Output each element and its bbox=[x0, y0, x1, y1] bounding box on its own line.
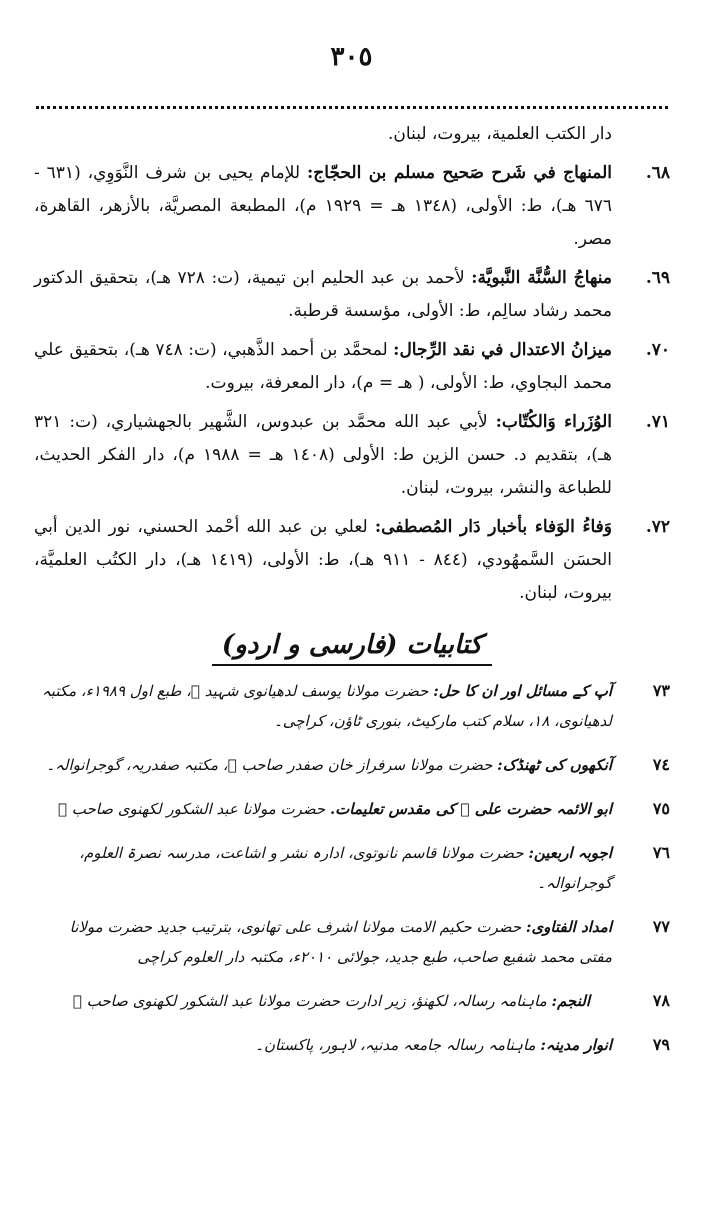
entry-title: انوار مدینہ: bbox=[540, 1036, 612, 1054]
bib-entry-78 bbox=[34, 986, 670, 1016]
entry-text: حضرت مولانا عبد الشکور لکھنوی صاحب ﷫ bbox=[57, 800, 330, 818]
header-divider bbox=[36, 106, 668, 109]
entry-text: لعلي بن عبد الله أحْمد الحسني، نور الدين أبي الحسَن السَّمهُودي، (٨٤٤ - ٩١١ هـ)، ط: الأولى، (١٤١٩ هـ)، دار الكتُب العلميَّة، بيروت، لبنان. bbox=[34, 517, 612, 603]
bib-entry-68 bbox=[34, 157, 670, 256]
entry-text: لمحمَّد بن أحمد الذَّهبي، (ت: ٧٤٨ هـ)، بتحقيق علي محمد البجاوي، ط: الأولى، ( هـ = م)، دار المعرفة، بيروت. bbox=[34, 340, 612, 393]
entry-text: حضرت مولانا قاسم نانوتوی، ادارہ نشر و اشاعت، مدرسہ نصرۃ العلوم، گوجرانوالہ۔ bbox=[79, 844, 612, 892]
continuation-text: دار الكتب العلمية، بيروت، لبنان. bbox=[388, 124, 612, 144]
bib-entry-72 bbox=[34, 511, 670, 610]
entry-number: ٧٠. bbox=[645, 340, 670, 360]
entry-title: ابو الائمہ حضرت علی ﷜ کی مقدس تعلیمات. bbox=[329, 800, 612, 818]
entry-number: ٧٦ bbox=[652, 843, 670, 862]
entry-text: لأحمد بن عبد الحليم ابن تيمية، (ت: ٧٢٨ هـ)، بتحقيق الدكتور محمد رشاد سالِم، ط: الأولى، مؤسسة قرطبة. bbox=[34, 268, 612, 321]
entry-number: ٧٨ bbox=[652, 991, 670, 1010]
entry-number: ٧٥ bbox=[652, 799, 670, 818]
entry-text: ماہنامہ رسالہ جامعہ مدنیہ، لاہور، پاکستان۔ bbox=[255, 1036, 541, 1054]
entry-text: حضرت حکیم الامت مولانا اشرف علی تھانوی، بترتیب جدید حضرت مولانا مفتی محمد شفیع صاحب، طبع جدید، جولائی ٢٠١٠ء، مکتبہ دار العلوم کراچی bbox=[69, 918, 612, 966]
bib-entry-77 bbox=[34, 912, 670, 972]
bibliography bbox=[34, 118, 670, 1074]
bib-entry-73 bbox=[34, 676, 670, 736]
entry-text: ماہنامہ رسالہ، لکھنؤ، زیر ادارت حضرت مولانا عبد الشکور لکھنوی صاحب ﷫ bbox=[72, 992, 552, 1010]
section-heading-text: کتابیات (فارسی و اردو) bbox=[212, 630, 492, 666]
entry-title: الوُزَراء وَالكُتّاب: bbox=[495, 412, 612, 432]
entry-text: للإمام يحيى بن شرف النَّوَوِي، (٦٣١ - ٦٧٦ هـ)، ط: الأولى، (١٣٤٨ هـ = ١٩٢٩ م)، المطبعة المصريَّة، بالأزهر، القاهرة، مصر. bbox=[34, 163, 613, 249]
bib-entry-75 bbox=[34, 794, 670, 824]
bib-entry-79 bbox=[34, 1030, 670, 1060]
entry-text: حضرت مولانا یوسف لدھیانوی شہید ﷫، طبع اول ١٩٨٩ء، مکتبہ لدھیانوی، ١٨، سلام کتب مارکیٹ، بنوری ٹاؤن، کراچی۔ bbox=[41, 682, 612, 730]
entry-number: ٧٣ bbox=[652, 681, 670, 700]
section-heading bbox=[34, 630, 670, 666]
bib-entry-76 bbox=[34, 838, 670, 898]
page-number: ٣٠٥ bbox=[330, 42, 373, 72]
entry-title: وَفاءُ الوَفاء بأخبار دَار المُصطفى: bbox=[374, 517, 613, 537]
entry-number: ٧٩ bbox=[652, 1035, 670, 1054]
entry-number: ٧٧ bbox=[652, 917, 670, 936]
entry-title: اجوبہ اربعین: bbox=[528, 844, 612, 862]
bib-entry-74 bbox=[34, 750, 670, 780]
bib-entry-69 bbox=[34, 262, 670, 328]
entry-number: ٧١. bbox=[645, 412, 670, 432]
entry-title: امداد الفتاوی: bbox=[525, 918, 612, 936]
entry-number: ٧٢. bbox=[645, 517, 670, 537]
entry-title: منهاجُ السُّنَّة النَّبويَّة: bbox=[471, 268, 612, 288]
entry-text: حضرت مولانا سرفراز خان صفدر صاحب ﷫، مکتبہ صفدریہ، گوجرانوالہ۔ bbox=[46, 756, 498, 774]
entry-text: لأبي عبد الله محمَّد بن عبدوس، الشَّهير بالجهشياري، (ت: ٣٢١ هـ)، بتقديم د. حسن الزين ط: الأولى (١٤٠٨ هـ = ١٩٨٨ م)، دار الفكر الحديث، للطباعة والنشر، بيروت، لبنان. bbox=[34, 412, 613, 498]
entry-title: النجم: bbox=[551, 992, 590, 1010]
entry-number: ٦٨. bbox=[645, 163, 670, 183]
entry-number: ٦٩. bbox=[645, 268, 670, 288]
entry-title: المنهاج في شَرح صَحيح مسلم بن الحجّاج: bbox=[307, 163, 612, 183]
entry-number: ٧٤ bbox=[652, 755, 670, 774]
bib-entry-70 bbox=[34, 334, 670, 400]
entry-title: آپ کے مسائل اور ان کا حل: bbox=[433, 682, 612, 700]
bib-entry-71 bbox=[34, 406, 670, 505]
entry-title: ميزانُ الاعتدال في نقد الرِّجال: bbox=[393, 340, 612, 360]
entry-title: آنکھوں کی ٹھنڈک: bbox=[497, 756, 612, 774]
